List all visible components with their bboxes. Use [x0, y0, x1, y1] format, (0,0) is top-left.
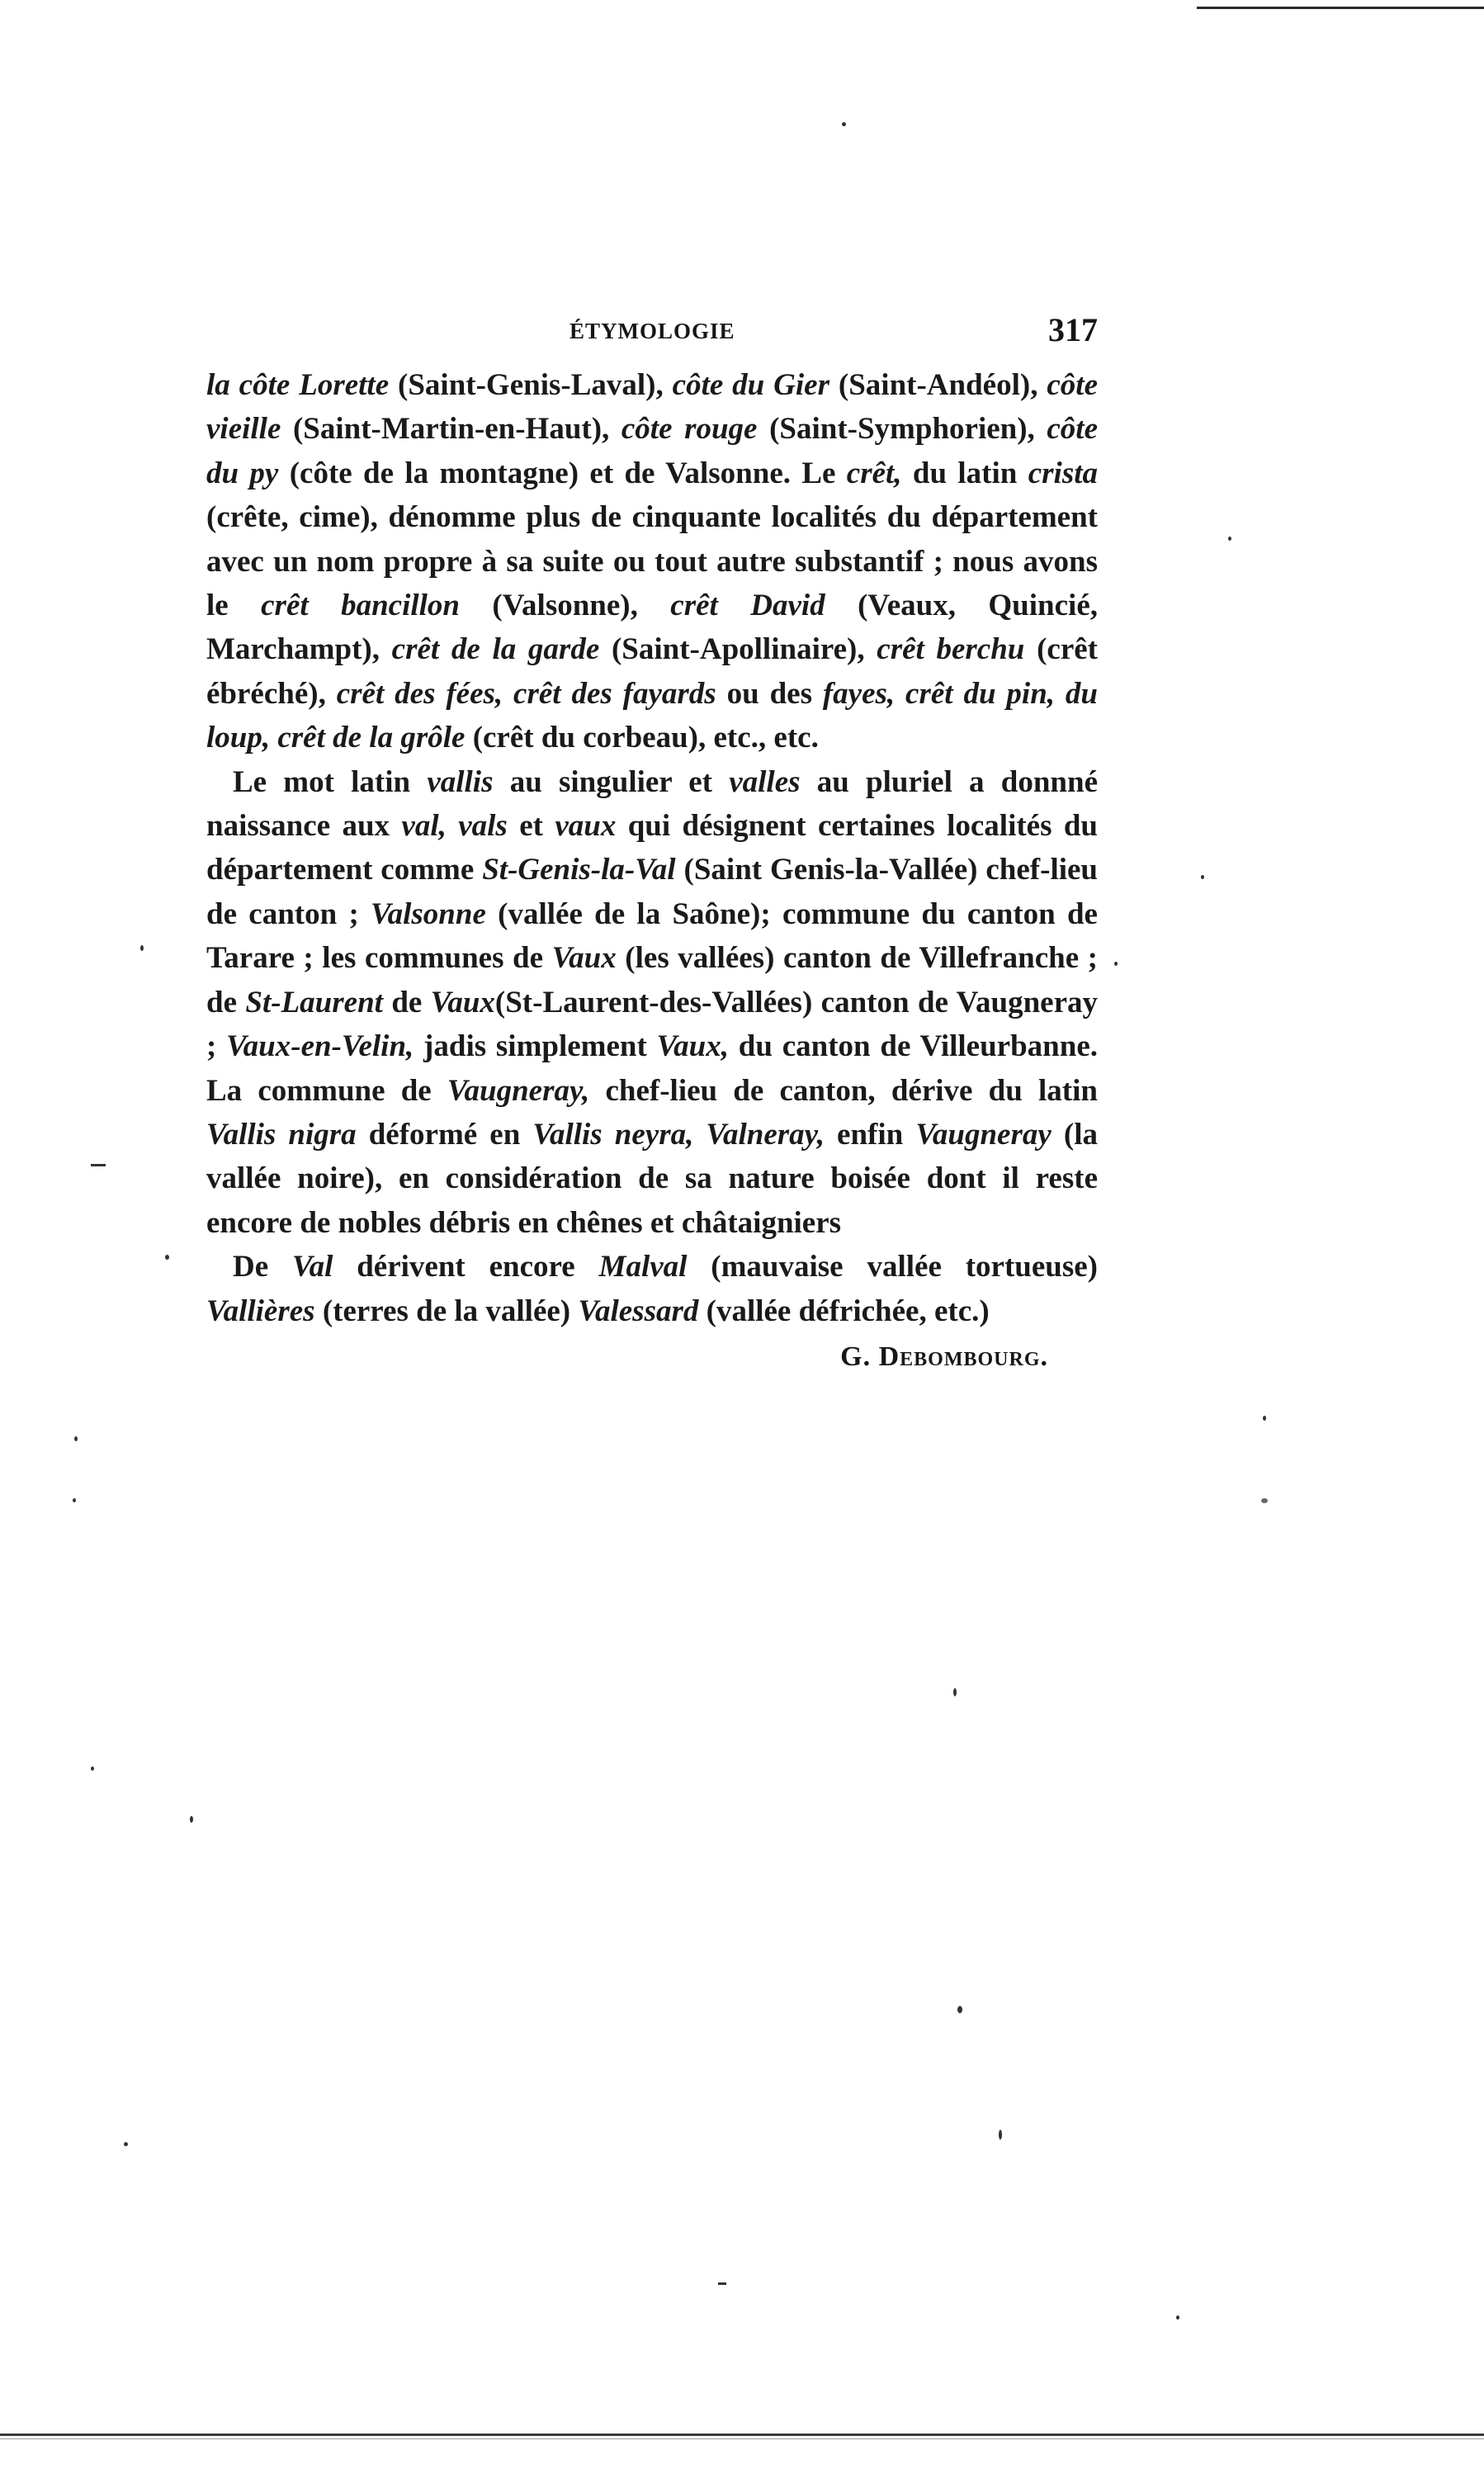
text-run: (crêt ébréché),: [206, 632, 1098, 711]
text-run: enfin: [824, 1117, 916, 1152]
text-run: de: [382, 985, 431, 1019]
italic-term: Vaugneray: [915, 1117, 1052, 1152]
italic-term: Val: [292, 1250, 333, 1284]
text-run: et: [507, 809, 555, 844]
page-number: 317: [1048, 311, 1098, 348]
italic-term: vallis: [427, 764, 494, 799]
text-run: du canton de Villeurbanne. La commune de: [206, 1029, 1099, 1108]
italic-term: val, vals: [401, 809, 508, 844]
text-run: au singulier et: [493, 764, 730, 799]
italic-term: crêt des fées, crêt des fayards: [336, 676, 716, 711]
italic-term: Valessard: [578, 1294, 699, 1328]
text-run: (vallée de la Saône); commune du canton de Tarare ; les communes de: [206, 896, 1098, 976]
paragraph-val-derivatives: [206, 1245, 1098, 1333]
author-signature: G. Debombourg.: [840, 1341, 1048, 1372]
text-run: De: [233, 1250, 292, 1284]
text-run: (la vallée noire), en considération de sa nature boisée dont il reste encore de nobles débris en chênes et châtaigniers: [206, 1117, 1098, 1240]
italic-term: valles: [729, 764, 801, 799]
italic-term: Vaux: [551, 941, 617, 976]
scan-edge-line-bottom: [0, 2434, 1484, 2436]
italic-term: côte vieille: [206, 368, 1098, 447]
italic-term: crêt de la garde: [391, 632, 600, 667]
text-run: (Saint Genis-la-Vallée) chef-lieu de canton ;: [206, 853, 1099, 931]
text-run: (vallée défrichée, etc.): [698, 1294, 990, 1328]
italic-term: la côte Lorette: [206, 368, 390, 402]
scan-speck: [190, 1816, 193, 1823]
italic-term: côte du py: [206, 412, 1098, 490]
running-title: ÉTYMOLOGIE: [569, 319, 735, 343]
italic-term: côte rouge: [621, 412, 758, 447]
scan-speck: [1114, 962, 1118, 966]
text-run: (Saint-Andéol),: [829, 368, 1047, 402]
text-run: dérivent encore: [333, 1250, 599, 1284]
text-run: déformé en: [356, 1117, 533, 1152]
text-run: (crêt du corbeau), etc., etc.: [465, 721, 819, 755]
italic-term: Vaux-en-Velin,: [226, 1029, 414, 1064]
text-run: (crête, cime), dénomme plus de cinquante localités du département avec un nom propre à sa suite ou tout autre substantif ; nous avons le: [206, 500, 1098, 623]
scan-speck: [957, 2006, 962, 2013]
italic-term: St-Laurent: [245, 985, 383, 1019]
italic-term: Vaux: [430, 985, 495, 1019]
text-run: ou des: [716, 676, 823, 711]
text-run: (mauvaise vallée tortueuse): [687, 1250, 1098, 1284]
scan-speck: [73, 1498, 76, 1502]
text-run: (côte de la montagne) et de Valsonne. Le: [278, 456, 847, 490]
text-run: (terres de la vallée): [314, 1294, 579, 1328]
scan-speck: [91, 1767, 94, 1771]
italic-term: Vallières: [206, 1294, 315, 1328]
scan-speck: [842, 122, 846, 126]
scan-speck: [1176, 2315, 1179, 2320]
italic-term: Valsonne: [371, 896, 486, 931]
scan-speck: [953, 1688, 957, 1696]
page-content: [206, 311, 1099, 1373]
text-run: (Saint-Genis-Laval),: [389, 368, 673, 402]
text-run: au pluriel a donnné naissance aux: [206, 764, 1098, 844]
text-run: qui désignent certaines localités du département comme: [206, 809, 1099, 887]
italic-term: Malval: [598, 1250, 688, 1284]
scan-edge-line-top: [1197, 7, 1484, 9]
italic-term: Vaux,: [656, 1029, 730, 1064]
text-run: chef-lieu de canton, dérive du latin: [589, 1073, 1098, 1108]
text-run: (Valsonne),: [459, 589, 671, 623]
text-run: (St-Laurent-des-Vallées) canton de Vaugneray ;: [206, 985, 1099, 1064]
text-run: (Saint-Martin-en-Haut),: [281, 412, 621, 447]
italic-term: Vaugneray,: [447, 1073, 590, 1108]
italic-term: vaux: [555, 809, 617, 844]
text-run: du latin: [901, 456, 1028, 490]
italic-term: crêt bancillon: [261, 589, 460, 623]
scan-speck: [91, 1164, 106, 1166]
text-run: (Saint-Symphorien),: [757, 412, 1047, 447]
scan-edge-line-bottom-faint: [0, 2438, 1484, 2439]
italic-term: St-Genis-la-Val: [482, 853, 676, 887]
italic-term: Vallis nigra: [206, 1117, 357, 1152]
italic-term: crêt,: [846, 456, 902, 490]
scan-speck: [1261, 1498, 1268, 1503]
scan-speck: [140, 945, 144, 951]
scan-speck: [999, 2130, 1002, 2140]
scan-speck: [165, 1255, 169, 1260]
italic-term: fayes, crêt du pin, du loup, crêt de la grôle: [206, 676, 1099, 755]
text-run: Le mot latin: [233, 764, 428, 799]
text-run: (Saint-Apollinaire),: [599, 632, 877, 667]
running-head: [206, 311, 1098, 363]
scan-speck: [1201, 875, 1204, 879]
paragraph-cret: [206, 363, 1098, 760]
italic-term: Vallis neyra, Valneray,: [532, 1117, 825, 1152]
scan-speck: [74, 1436, 78, 1441]
italic-term: crêt David: [670, 589, 825, 623]
paragraph-vallis: [206, 760, 1098, 1245]
italic-term: crêt berchu: [877, 632, 1025, 667]
scan-speck: [124, 2142, 128, 2146]
scan-speck: [718, 2282, 726, 2285]
italic-term: côte du Gier: [672, 368, 829, 402]
italic-term: crista: [1028, 456, 1098, 490]
text-run: (Veaux, Quincié, Marchampt),: [206, 589, 1098, 667]
text-run: (les vallées) canton de Villefranche ; de: [206, 941, 1098, 1019]
scan-speck: [1228, 537, 1231, 541]
text-run: jadis simplement: [414, 1029, 657, 1064]
scan-speck: [1263, 1416, 1266, 1421]
